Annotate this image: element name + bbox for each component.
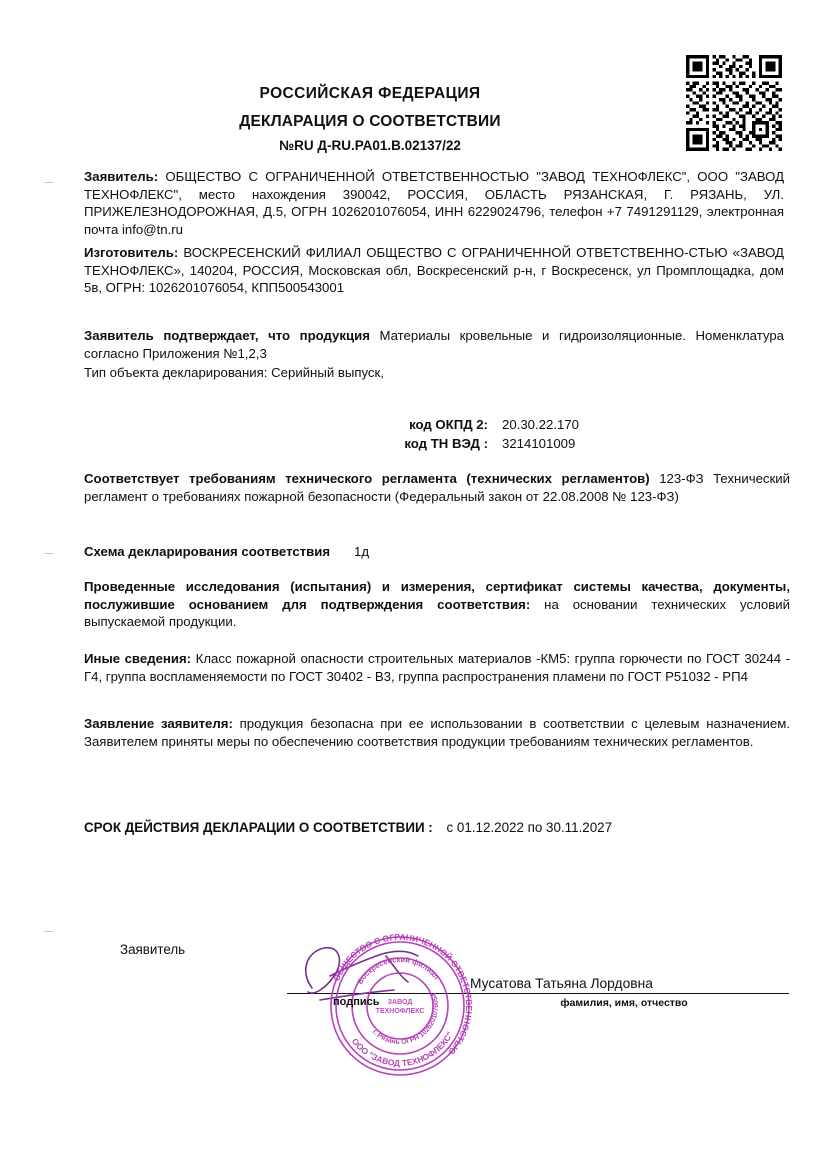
product-section (84, 327, 784, 382)
validity-value: с 01.12.2022 по 30.11.2027 (446, 820, 613, 835)
statement-section (84, 715, 790, 750)
object-type-line: Тип объекта декларирования: Серийный выпуск, (84, 365, 384, 380)
svg-text:ЗАВОД: ЗАВОД (387, 999, 413, 1006)
applicant-text: ОБЩЕСТВО С ОГРАНИЧЕННОЙ ОТВЕТСТВЕННОСТЬЮ "ЗАВОД ТЕХНОФЛЕКС", ООО "ЗАВОД ТЕХНОФЛЕКС", место нахождения 390042, РОССИЯ, ОБЛАСТЬ РЯЗАНСКАЯ, Г. РЯЗАНЬ, УЛ. ПРИЖЕЛЕЗНОДОРОЖНАЯ, Д.5, ОГРН 1026201076054, ИНН 6229024796, телефон +7 7491291129, электронная почта info@tn.ru (84, 169, 784, 237)
scheme-value: 1д (354, 544, 370, 559)
reglament-text: 123-ФЗ Технический регламент о требованиях пожарной безопасности (Федеральный закон от 22.08.2008 № 123-ФЗ) (84, 471, 790, 504)
signature-role-label: Заявитель (120, 942, 186, 957)
svg-text:г. Рязань ОГРН 1026201076054: г. Рязань ОГРН 1026201076054 (370, 991, 441, 1047)
codes-table (84, 415, 784, 453)
handwritten-signature (290, 930, 470, 1020)
product-label: Заявитель подтверждает, что продукция (84, 328, 370, 343)
signature-caption: подпись (333, 996, 380, 1008)
tnved-value: 3214101009 (502, 436, 576, 451)
signatory-name: Мусатова Татьяна Лордовна (470, 976, 653, 991)
manufacturer-label: Изготовитель: (84, 245, 179, 260)
statement-label: Заявление заявителя: (84, 716, 233, 731)
product-text: Материалы кровельные и гидроизоляционные. Номенклатура согласно Приложения №1,2,3 (84, 328, 785, 361)
document-type-title: ДЕКЛАРАЦИЯ О СООТВЕТСТВИИ (239, 113, 501, 130)
okpd-value: 20.30.22.170 (502, 417, 580, 432)
margin-tick (44, 553, 53, 554)
applicant-label: Заявитель: (84, 169, 159, 184)
margin-tick (44, 182, 53, 183)
other-info-text: Класс пожарной опасности строительных материалов -КМ5: группа горючести по ГОСТ 30244 - Г4, группа воспламеняемости по ГОСТ 30402 - В3, группа распространения пламени по ГОСТ Р51032 - РП4 (84, 651, 791, 684)
signature-line-left (287, 993, 459, 994)
svg-text:ООО "ЗАВОД ТЕХНОФЛЕКС": ООО "ЗАВОД ТЕХНОФЛЕКС" (349, 1029, 455, 1069)
other-info-label: Иные сведения: (84, 651, 192, 666)
research-text: на основании технических условий выпускаемой продукции. (84, 596, 790, 629)
other-info-section (84, 650, 790, 685)
svg-text:ОБЩЕСТВО С ОГРАНИЧЕННОЙ ОТВЕТС: ОБЩЕСТВО С ОГРАНИЧЕННОЙ ОТВЕТСТВЕННОСТЬЮ (331, 931, 475, 1057)
tnved-label: код ТН ВЭД : (404, 436, 488, 451)
research-label: Проведенные исследования (испытания) и измерения, сертификат системы качества, документы, послужившие основанием для подтверждения соответствия: (84, 579, 790, 612)
applicant-section (84, 168, 784, 238)
validity-section (84, 820, 790, 835)
validity-label: СРОК ДЕЙСТВИЯ ДЕКЛАРАЦИИ О СООТВЕТСТВИИ : (84, 820, 433, 835)
statement-text: продукция безопасна при ее использовании в соответствии с целевым назначением. Заявителем приняты меры по обеспечению соответствия продукции требованиям технических регламентов. (84, 716, 790, 749)
reglament-section (84, 470, 790, 505)
tnved-row (84, 434, 784, 453)
margin-tick (44, 931, 53, 932)
svg-text:ТЕХНОФЛЕКС: ТЕХНОФЛЕКС (375, 1008, 425, 1015)
okpd-row (84, 415, 784, 434)
signatory-name-caption: фамилия, имя, отчество (560, 997, 688, 1009)
page-title: РОССИЙСКАЯ ФЕДЕРАЦИЯ (259, 85, 481, 102)
scheme-label: Схема декларирования соответствия (84, 544, 331, 559)
svg-text:Воскресенский филиал: Воскресенский филиал (355, 954, 441, 986)
research-section (84, 578, 790, 631)
reglament-label: Соответствует требованиям технического регламента (технических регламентов) (84, 471, 650, 486)
document-number: №RU Д-RU.РА01.В.02137/22 (279, 138, 461, 153)
manufacturer-section (84, 244, 784, 297)
signature-line-right (459, 993, 789, 994)
scheme-section (84, 543, 790, 561)
manufacturer-text: ВОСКРЕСЕНСКИЙ ФИЛИАЛ ОБЩЕСТВО С ОГРАНИЧЕННОЙ ОТВЕТСТВЕННО-СТЬЮ «ЗАВОД ТЕХНОФЛЕКС», 140204, РОССИЯ, Московская обл, Воскресенский р-н, г Воскресенск, ул Промплощадка, дом 5в, ОГРН: 1026201076054, КПП500543001 (84, 245, 784, 295)
okpd-label: код ОКПД 2: (409, 417, 488, 432)
qr-code (686, 55, 782, 151)
